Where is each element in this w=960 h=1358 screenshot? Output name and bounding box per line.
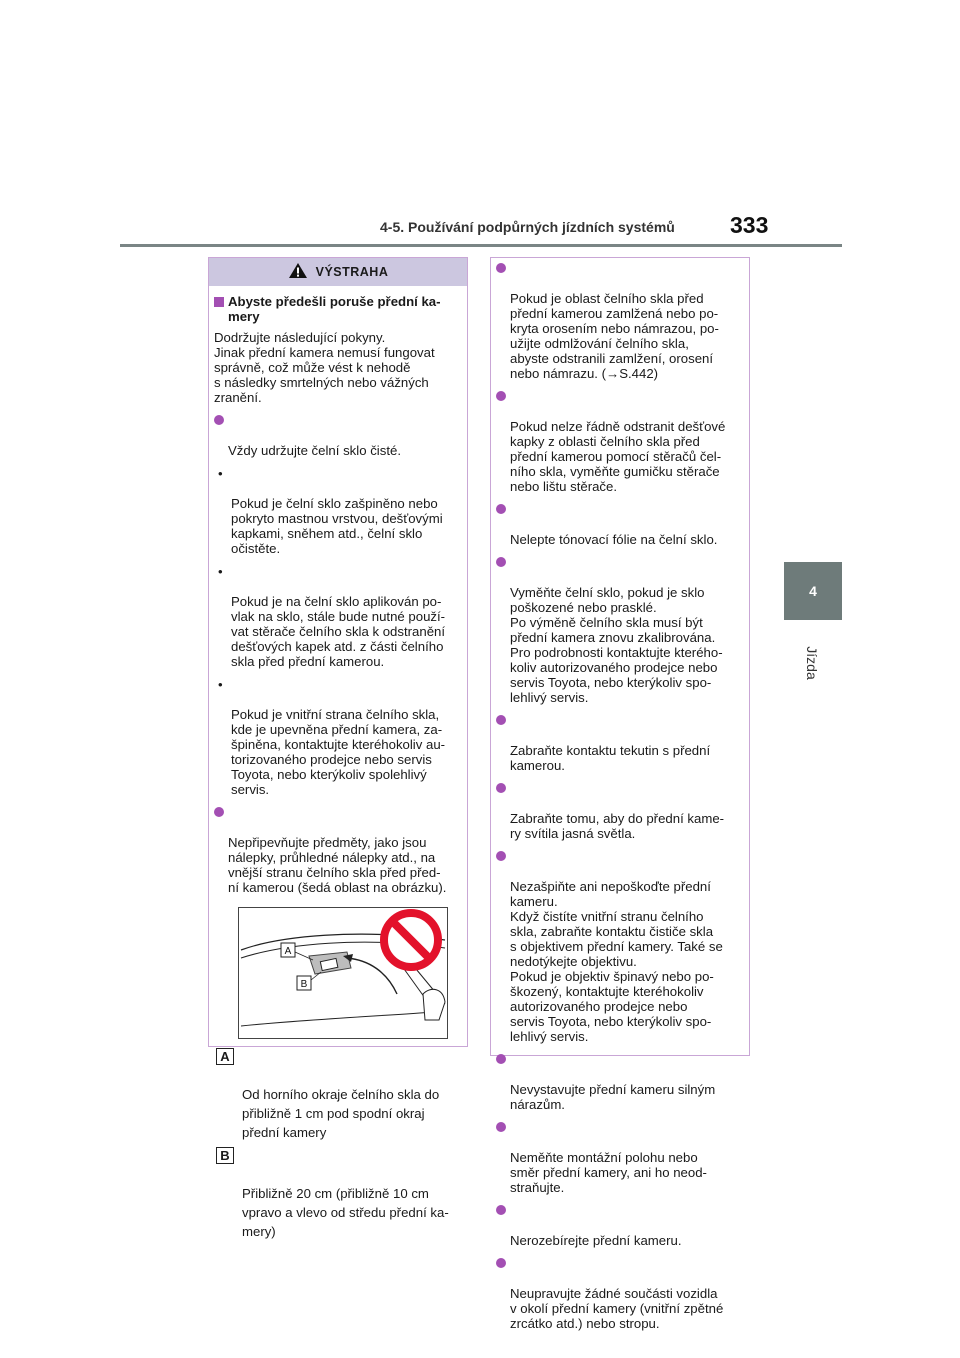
list-item-text: Vyměňte čelní sklo, pokud je sklo poškozené nebo prasklé. Po výměně čelního skla musí být přední kamera znovu zkalibrována. Pro podrobnosti kontaktujte kterého- koliv autorizovaného prodejce nebo servis Toyota, nebo kterýkoliv spo- lehlivý servis. [510, 585, 723, 705]
windshield-camera-figure [238, 907, 448, 1039]
legend-key: A [216, 1048, 234, 1065]
precautions-box [490, 257, 750, 1331]
sub-list-item-text: Pokud je na čelní sklo aplikován po- vlak na sklo, stále bude nutné použí- vat stěrače čelního skla k odstranění dešťových kapek atd. z části čelního skla před přední kamerou. [231, 594, 446, 669]
warning-heading [214, 294, 462, 324]
bullet-dot-icon [496, 1205, 506, 1215]
list-item [496, 1052, 744, 1112]
list-item-text: Zabraňte tomu, aby do přední kame- ry svítila jasná světla. [510, 811, 725, 841]
list-item [496, 555, 744, 705]
warning-heading-text: Abyste předešli poruše přední ka- mery [228, 294, 441, 324]
list-item [496, 502, 744, 547]
legend-item [214, 1047, 462, 1142]
list-item [214, 413, 462, 458]
sub-bullet-mark: • [218, 677, 223, 692]
chapter-title: Jízda [804, 646, 820, 680]
sub-list-item [214, 677, 462, 797]
bullet-dot-icon [496, 783, 506, 793]
list-item-text: Neupravujte žádné součásti vozidla v okolí přední kamery (vnitřní zpětné zrcátko atd.) nebo stropu. [510, 1286, 724, 1331]
prohibition-icon [384, 913, 438, 967]
warning-title: VÝSTRAHA [315, 265, 389, 279]
list-item-text: Zabraňte kontaktu tekutin s přední kamerou. [510, 743, 711, 773]
square-bullet-icon [214, 297, 224, 307]
list-item [496, 261, 744, 381]
warning-triangle-icon [288, 262, 308, 282]
bullet-dot-icon [496, 1122, 506, 1132]
warning-box [208, 257, 468, 1239]
warning-header [209, 258, 467, 286]
list-item [496, 1203, 744, 1248]
bullet-dot-icon [496, 263, 506, 273]
header-divider [120, 244, 842, 247]
list-item-text: Nerozebírejte přední kameru. [510, 1233, 682, 1248]
legend-text: Od horního okraje čelního skla do přibližně 1 cm pod spodní okraj přední kamery [242, 1087, 440, 1140]
section-title: 4-5. Používání podpůrných jízdních systémů [380, 219, 675, 235]
list-item [496, 1120, 744, 1195]
legend-item [214, 1146, 462, 1241]
bullet-dot-icon [496, 715, 506, 725]
bullet-dot-icon [214, 807, 224, 817]
sub-list-item-text: Pokud je čelní sklo zašpiněno nebo pokryto mastnou vrstvou, dešťovými kapkami, sněhem atd., čelní sklo očistěte. [231, 496, 443, 556]
legend-key: B [216, 1147, 234, 1164]
list-item-text: Nelepte tónovací fólie na čelní sklo. [510, 532, 718, 547]
sub-list-item-text: Pokud je vnitřní strana čelního skla, kde je upevněna přední kamera, za- špiněna, kontaktujte kteréhokoliv au- torizovaného prodejce nebo servis Toyota, nebo kterýkoliv spolehlivý servis. [231, 707, 446, 797]
list-item [496, 389, 744, 494]
figure-label-b: B [300, 979, 308, 990]
list-item [214, 805, 462, 895]
list-item-text: Pokud je oblast čelního skla před přední kamerou zamlžená nebo po- kryta orosením nebo námrazou, po- užijte odmlžování čelního skla, abyste odstranili zamlžení, orosení nebo námrazu. (→S.442) [510, 291, 719, 381]
bullet-dot-icon [496, 557, 506, 567]
sub-bullet-mark: • [218, 466, 223, 481]
bullet-dot-icon [214, 415, 224, 425]
bullet-dot-icon [496, 851, 506, 861]
legend-text: Přibližně 20 cm (přibližně 10 cm vpravo a vlevo od středu přední ka- mery) [242, 1186, 449, 1239]
list-item-text: Nepřipevňujte předměty, jako jsou nálepky, průhledné nálepky atd., na vnější stranu čelního skla před před- ní kamerou (šedá oblast na obrázku). [228, 835, 447, 895]
bullet-dot-icon [496, 504, 506, 514]
list-item-text: Neměňte montážní polohu nebo směr přední kamery, ani ho neod- straňujte. [510, 1150, 707, 1195]
page-number: 333 [730, 212, 769, 238]
bullet-dot-icon [496, 391, 506, 401]
list-item-text: Vždy udržujte čelní sklo čisté. [228, 443, 401, 458]
bullet-dot-icon [496, 1258, 506, 1268]
chapter-number-tab: 4 [784, 562, 842, 620]
sub-bullet-mark: • [218, 564, 223, 579]
list-item [496, 849, 744, 1044]
list-item [496, 781, 744, 841]
sub-list-item [214, 466, 462, 556]
list-item [496, 1256, 744, 1331]
windshield-illustration [239, 908, 447, 1038]
figure-label-a: A [284, 946, 292, 957]
warning-intro: Dodržujte následující pokyny. Jinak přední kamera nemusí fungovat správně, což může vést k nehodě s následky smrtelných nebo vážných zranění. [214, 330, 435, 405]
bullet-dot-icon [496, 1054, 506, 1064]
list-item-text: Pokud nelze řádně odstranit dešťové kapky z oblasti čelního skla před přední kamerou pomocí stěračů čel- ního skla, vyměňte gumičku stěrače nebo lištu stěrače. [510, 419, 726, 494]
list-item-text: Nevystavujte přední kameru silným nárazům. [510, 1082, 716, 1112]
list-item-text: Nezašpiňte ani nepoškoďte přední kameru. Když čistíte vnitřní stranu čelního skla, zabraňte kontaktu čističe skla s objektivem přední kamery. Také se nedotýkejte objektivu. Pokud je objektiv špinavý nebo po- škozený, kontaktujte kteréhokoliv autorizovaného prodejce nebo servis Toyota, nebo kterýkoliv spo- lehlivý servis. [510, 879, 723, 1044]
sub-list-item [214, 564, 462, 669]
list-item [496, 713, 744, 773]
